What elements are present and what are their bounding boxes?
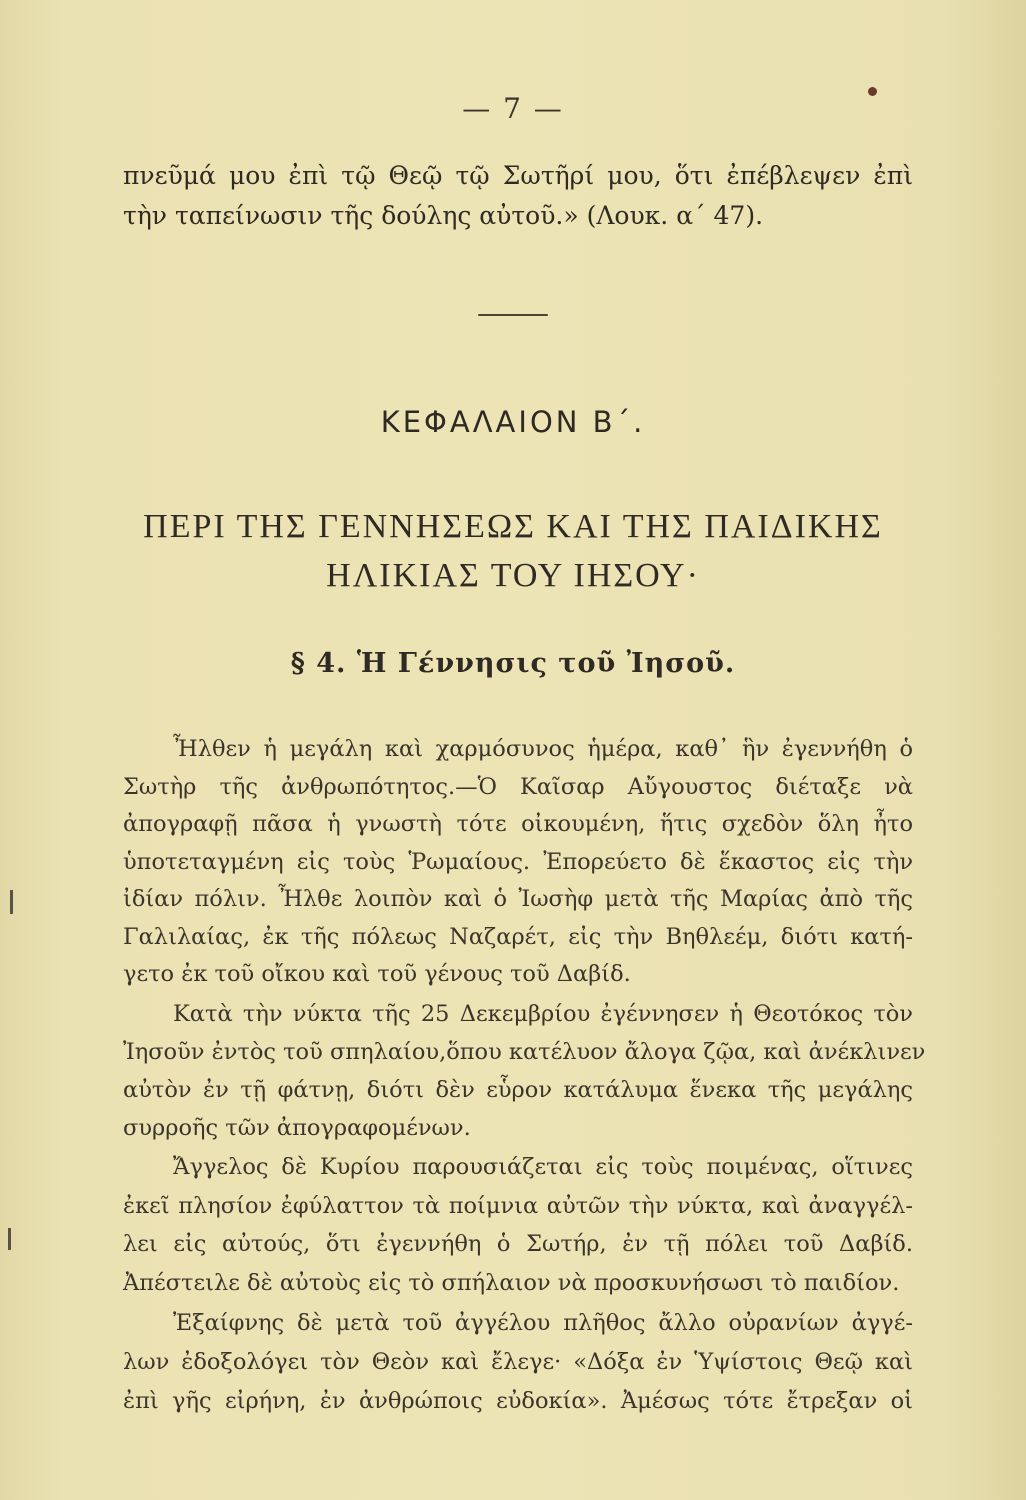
page-number: — 7 — <box>462 92 564 125</box>
body-line: Ἰησοῦν ἐντὸς τοῦ σπηλαίου,ὅπου κατέλυον ἄλογα ζῷα, καὶ ἀνέκλινεν <box>123 1039 926 1065</box>
body-line: λει εἰς αὐτούς, ὅτι ἐγεννήθη ὁ Σωτήρ, ἐν τῇ πόλει τοῦ Δαβίδ. <box>123 1231 913 1257</box>
body-line: ἐκεῖ πλησίον ἐφύλαττον τὰ ποίμνια αὐτῶν τὴν νύκτα, καὶ ἀναγγέλ- <box>123 1193 913 1219</box>
margin-mark <box>8 1228 11 1250</box>
body-line: λων ἐδοξολόγει τὸν Θεὸν καὶ ἔλεγε· «Δόξα ἐν Ὑψίστοις Θεῷ καὶ <box>123 1349 913 1375</box>
title-line-1: ΠΕΡΙ ΤΗΣ ΓΕΝΝΗΣΕΩΣ ΚΑΙ ΤΗΣ ΠΑΙΔΙΚΗΣ <box>143 508 883 545</box>
section-heading: § 4. Ἡ Γέννησις τοῦ Ἰησοῦ. <box>290 648 736 679</box>
body-line: ἀπογραφῇ πᾶσα ἡ γνωστὴ τότε οἰκουμένη, ἥτις σχεδὸν ὅλη ἦτο <box>123 811 913 837</box>
body-line: αὐτὸν ἐν τῇ φάτνῃ, διότι δὲν εὗρον κατάλυμα ἕνεκα τῆς μεγάλης <box>123 1077 913 1103</box>
body-line: Ἦλθεν ἡ μεγάλη καὶ χαρμόσυνος ἡμέρα, καθ᾽ ἣν ἐγεννήθη ὁ <box>173 736 913 762</box>
body-line: ὑποτεταγμένη εἰς τοὺς Ῥωμαίους. Ἐπορεύετο δὲ ἕκαστος εἰς τὴν <box>123 849 913 875</box>
body-line: συρροῆς τῶν ἀπογραφομένων. <box>123 1115 471 1141</box>
chapter-heading: ΚΕΦΑΛΑΙΟΝ Β΄. <box>380 405 646 439</box>
body-line: Γαλιλαίας, ἐκ τῆς πόλεως Ναζαρέτ, εἰς τὴν Βηθλεέμ, διότι κατή- <box>123 924 913 950</box>
body-line: ἐπὶ γῆς εἰρήνη, ἐν ἀνθρώποις εὐδοκία». Ἀμέσως τότε ἔτρεξαν οἱ <box>123 1388 913 1414</box>
section-divider <box>478 314 548 316</box>
margin-mark <box>10 890 13 914</box>
body-line: Ἄγγελος δὲ Κυρίου παρουσιάζεται εἰς τοὺς ποιμένας, οἵτινες <box>173 1154 913 1180</box>
intro-line-2: τὴν ταπείνωσιν τῆς δούλης αὐτοῦ.» (Λουκ. α΄ 47). <box>123 201 764 230</box>
title-line-2: ΗΛΙΚΙΑΣ ΤΟΥ ΙΗΣΟΥ· <box>326 557 700 594</box>
body-line: γετο ἐκ τοῦ οἴκου καὶ τοῦ γένους τοῦ Δαβίδ. <box>123 961 631 987</box>
intro-line-1: πνεῦμά μου ἐπὶ τῷ Θεῷ τῷ Σωτῆρί μου, ὅτι ἐπέβλεψεν ἐπὶ <box>123 161 913 190</box>
body-line: Σωτὴρ τῆς ἀνθρωπότητος.—Ὁ Καῖσαρ Αὔγουστος διέταξε νὰ <box>123 774 913 800</box>
body-line: Ἐξαίφνης δὲ μετὰ τοῦ ἀγγέλου πλῆθος ἄλλο οὐρανίων ἀγγέ- <box>173 1310 913 1336</box>
body-line: Ἀπέστειλε δὲ αὐτοὺς εἰς τὸ σπήλαιον νὰ προσκυνήσωσι τὸ παιδίον. <box>123 1270 900 1296</box>
body-line: ἰδίαν πόλιν. Ἦλθε λοιπὸν καὶ ὁ Ἰωσὴφ μετὰ τῆς Μαρίας ἀπὸ τῆς <box>123 886 913 912</box>
body-line: Κατὰ τὴν νύκτα τῆς 25 Δεκεμβρίου ἐγέννησεν ἡ Θεοτόκος τὸν <box>173 1001 913 1027</box>
